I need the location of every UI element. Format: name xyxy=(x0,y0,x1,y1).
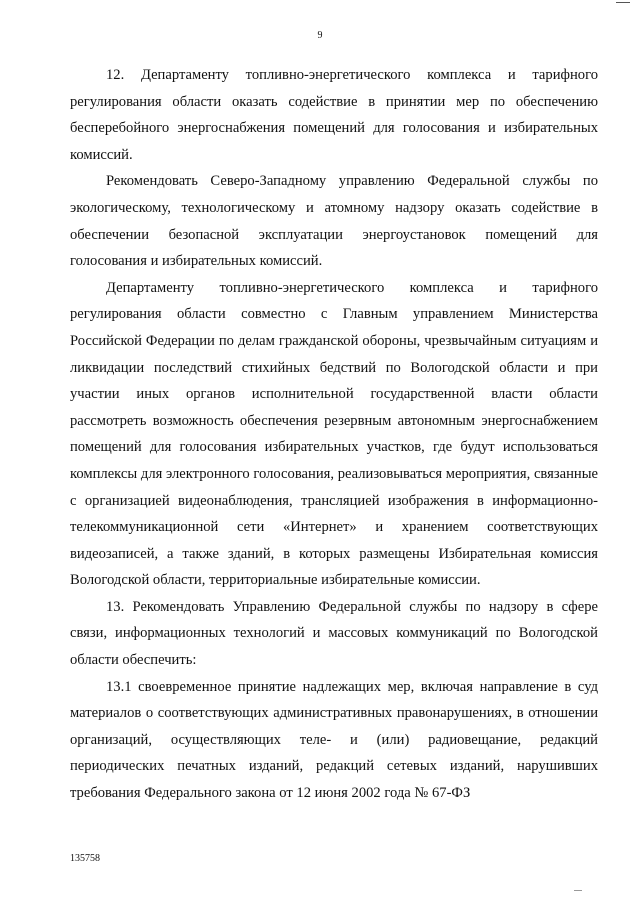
paragraph-recommend-rostekhnadzor: Рекомендовать Северо-Западному управлению Федеральной службы по экологическому, технологическому и атомному надзору оказать содействие в обеспечении безопасной эксплуатации энергоустановок помещений для голосования и избирательных комиссий. xyxy=(70,173,598,270)
paragraph-backup-power: Департаменту топливно-энергетического комплекса и тарифного регулирования области совместно с Главным управлением Министерства Российской Федерации по делам гражданской обороны, чрезвычайным ситуациям и ликвидации последствий стихийных бедствий по Вологодской области и при участии иных органов исполнительной государственной власти области рассмотреть возможность обеспечения резервным автономным энергоснабжением помещений для голосования избирательных участков, где будут использоваться комплексы для электронного голосования, реализовываться мероприятия, связанные с организацией видеонаблюдения, трансляцией изображения в информационно-телекоммуникационной сети «Интернет» и хранением соответствующих видеозаписей, а также зданий, в которых размещены Избирательная комиссия Вологодской области, территориальные избирательные комиссии. xyxy=(70,279,598,589)
document-body xyxy=(70,62,598,807)
paragraph-13-1: 13.1 своевременное принятие надлежащих мер, включая направление в суд материалов о соответствующих административных правонарушениях, в отношении организаций, осуществляющих теле- и (или) радиовещание, редакций периодических печатных изданий, редакций сетевых изданий, нарушивших требования Федерального закона от 12 июня 2002 года № 67-ФЗ xyxy=(70,678,598,802)
scan-artifact-top xyxy=(616,2,630,3)
paragraph-13: 13. Рекомендовать Управлению Федеральной службы по надзору в сфере связи, информационных технологий и массовых коммуникаций по Вологодской области обеспечить: xyxy=(70,598,598,669)
scan-artifact-bottom xyxy=(574,890,582,891)
paragraph-12: 12. Департаменту топливно-энергетического комплекса и тарифного регулирования области оказать содействие в принятии мер по обеспечению бесперебойного энергоснабжения помещений для голосования и избирательных комиссий. xyxy=(70,67,598,163)
document-footer-number: 135758 xyxy=(70,853,100,864)
page-number: 9 xyxy=(317,30,323,41)
